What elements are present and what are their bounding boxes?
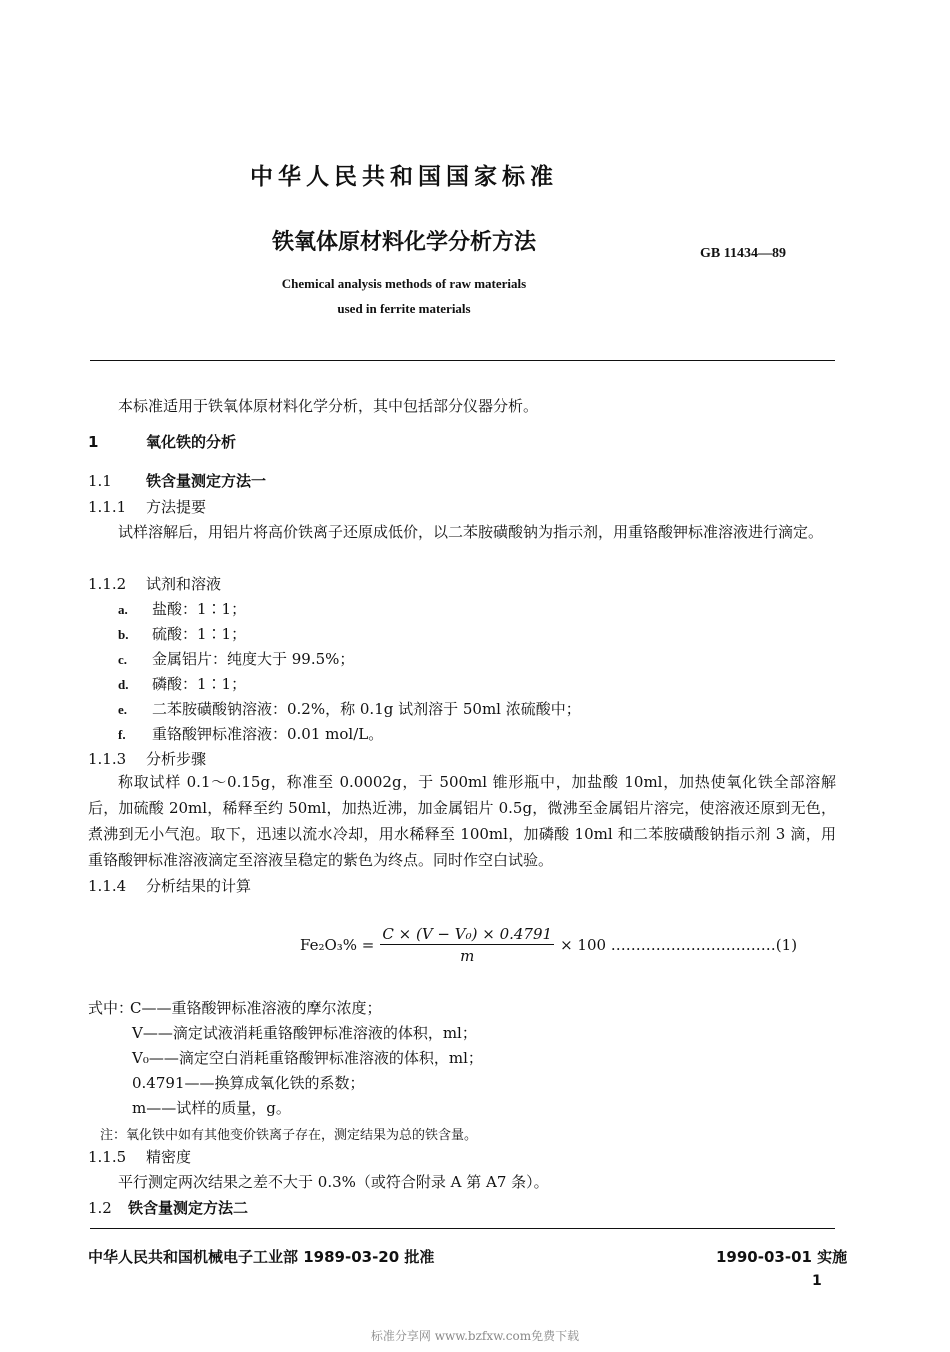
- section-1-1-2-heading: [88, 573, 221, 594]
- reagent-item: a. 盐酸：1∶1；: [118, 600, 247, 618]
- definition-item: C——重铬酸钾标准溶液的摩尔浓度；: [130, 999, 382, 1017]
- definition-item: V——滴定试液消耗重铬酸钾标准溶液的体积，ml；: [132, 1024, 477, 1042]
- definition-item: 0.4791——换算成氧化铁的系数；: [132, 1074, 365, 1092]
- formula-numerator: C × (V − V₀) × 0.4791: [382, 925, 553, 943]
- section-title: 铁含量测定方法一: [146, 472, 267, 490]
- section-1-1-1-heading: [88, 496, 206, 517]
- formula-fraction: [380, 925, 554, 965]
- reagent-item: e. 二苯胺磺酸钠溶液：0.2%，称 0.1g 试剂溶于 50ml 浓硫酸中；: [118, 700, 581, 718]
- section-number: 1.1.4: [88, 877, 127, 895]
- definitions-lead: 式中：: [88, 999, 134, 1017]
- section-number: 1: [88, 433, 99, 451]
- definition-item: V₀——滴定空白消耗重铬酸钾标准溶液的体积，ml；: [132, 1049, 483, 1067]
- reagent-item: d. 磷酸：1∶1；: [118, 675, 247, 693]
- formula-1: [300, 925, 797, 965]
- analysis-procedure-paragraph: 称取试样 0.1～0.15g，称准至 0.0002g，于 500ml 锥形瓶中，加盐酸 10ml，加热使氧化铁全部溶解后，加硫酸 20ml，稀释至约 50ml，加热近沸，加金属铝片 0.5g，微沸至金属铝片溶完，使溶液还原到无色，煮沸到无小气泡。取下，迅速以流水冷却，用水稀释至 100ml，加磷酸 10ml 和二苯胺磺酸钠指示剂 3 滴，用重铬酸钾标准溶液滴定至溶液呈稳定的紫色为终点。同时作空白试验。: [88, 773, 836, 869]
- reagent-item: f. 重铬酸钾标准溶液：0.01 mol/L。: [118, 725, 384, 743]
- reagent-item: b. 硫酸：1∶1；: [118, 625, 247, 643]
- english-title-line1: Chemical analysis methods of raw materials: [281, 276, 527, 291]
- section-title: 分析步骤: [146, 750, 207, 768]
- section-number: 1.1: [88, 472, 112, 490]
- section-number: 1.1.1: [88, 498, 127, 516]
- precision-paragraph: 平行测定两次结果之差不大于 0.3%（或符合附录 A 第 A7 条）。: [118, 1173, 549, 1191]
- section-title: 铁含量测定方法二: [128, 1199, 249, 1217]
- standard-code: GB 11434—89: [700, 246, 786, 261]
- effective-date: 1990-03-01 实施: [716, 1248, 848, 1266]
- section-1-1-heading: [88, 470, 266, 491]
- section-number: 1.2: [88, 1199, 112, 1217]
- approval-line: 中华人民共和国机械电子工业部 1989-03-20 批准: [88, 1248, 435, 1266]
- section-title: 分析结果的计算: [146, 877, 252, 895]
- intro-paragraph: 本标准适用于铁氧体原材料化学分析，其中包括部分仪器分析。: [118, 397, 539, 415]
- section-1-2-heading: [88, 1197, 248, 1218]
- formula-lhs: Fe₂O₃% =: [300, 936, 375, 954]
- footer-divider: [90, 1228, 835, 1229]
- formula-rhs: × 100 ……………………………(1): [560, 936, 798, 954]
- header-divider: [90, 360, 835, 361]
- reagent-item: c. 金属铝片：纯度大于 99.5%；: [118, 650, 355, 668]
- section-title: 试剂和溶液: [146, 575, 222, 593]
- formula-denominator: m: [460, 947, 475, 965]
- section-title: 方法提要: [146, 498, 207, 516]
- method-summary-paragraph: 试样溶解后，用铝片将高价铁离子还原成低价，以二苯胺磺酸钠为指示剂，用重铬酸钾标准溶液进行滴定。: [118, 523, 824, 541]
- note: 注：氧化铁中如有其他变价铁离子存在，测定结果为总的铁含量。: [100, 1128, 478, 1143]
- document-title: 铁氧体原材料化学分析方法: [271, 230, 536, 255]
- section-1-heading: [88, 431, 236, 452]
- section-title: 精密度: [146, 1148, 192, 1166]
- section-1-1-4-heading: [88, 875, 251, 896]
- section-number: 1.1.3: [88, 750, 127, 768]
- section-1-1-5-heading: [88, 1146, 191, 1167]
- page-number: 1: [812, 1273, 822, 1289]
- section-number: 1.1.5: [88, 1148, 127, 1166]
- section-number: 1.1.2: [88, 575, 127, 593]
- english-title-line2: used in ferrite materials: [337, 301, 471, 316]
- national-standard-title: 中华人民共和国国家标准: [250, 164, 558, 190]
- section-1-1-3-heading: [88, 748, 206, 769]
- section-title: 氧化铁的分析: [146, 433, 237, 451]
- definition-item: m——试样的质量，g。: [132, 1099, 291, 1117]
- watermark: 标准分享网 www.bzfxw.com免费下载: [370, 1329, 580, 1343]
